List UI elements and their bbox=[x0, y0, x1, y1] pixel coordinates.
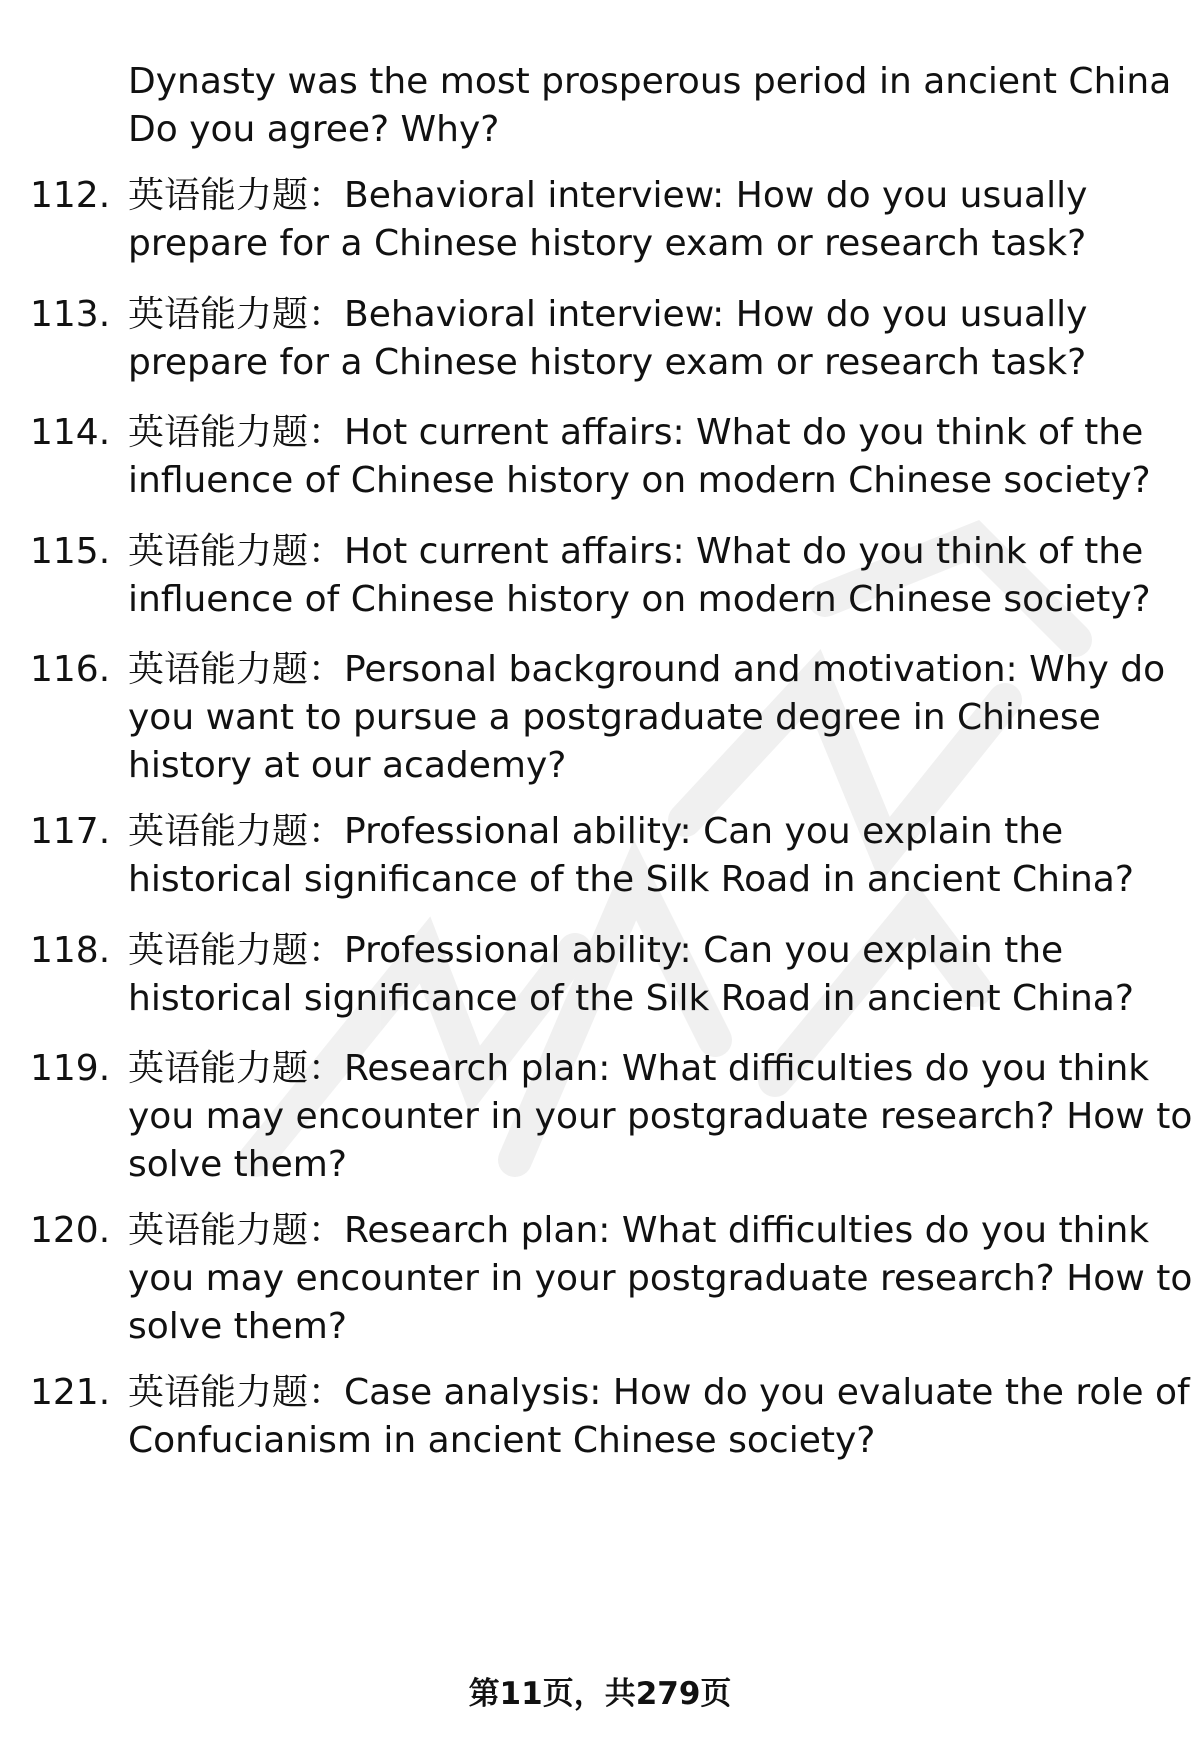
question-line: 英语能力题：Professional ability: Can you explain the bbox=[128, 930, 1064, 971]
question-line: you want to pursue a postgraduate degree in Chinese bbox=[128, 697, 1101, 738]
question-number: 121. bbox=[30, 1372, 111, 1413]
question-text bbox=[128, 646, 1168, 790]
question-line: influence of Chinese history on modern Chinese society? bbox=[128, 460, 1151, 501]
question-line: 英语能力题：Behavioral interview: How do you usually bbox=[128, 294, 1088, 335]
question-line: solve them? bbox=[128, 1144, 347, 1185]
question-line: historical significance of the Silk Road in ancient China? bbox=[128, 978, 1134, 1019]
question-text bbox=[128, 1045, 1193, 1189]
page-footer: 第11页，共279页 bbox=[468, 1676, 732, 1712]
question-text bbox=[128, 291, 1168, 387]
question-text bbox=[128, 1369, 1190, 1465]
question-number: 118. bbox=[30, 930, 111, 971]
question-line: prepare for a Chinese history exam or research task? bbox=[128, 342, 1087, 383]
question-text bbox=[128, 1207, 1193, 1351]
question-text bbox=[128, 927, 1168, 1023]
question-line: 英语能力题：Hot current affairs: What do you think of the bbox=[128, 531, 1144, 572]
question-line: 英语能力题：Behavioral interview: How do you usually bbox=[128, 175, 1088, 216]
question-text bbox=[128, 172, 1168, 268]
question-line: solve them? bbox=[128, 1306, 347, 1347]
question-line: 英语能力题：Research plan: What difficulties do you think bbox=[128, 1210, 1150, 1251]
continuation-line-1: Dynasty was the most prosperous period in ancient China bbox=[128, 61, 1172, 102]
question-number: 117. bbox=[30, 811, 111, 852]
question-line: influence of Chinese history on modern Chinese society? bbox=[128, 579, 1151, 620]
question-line: history at our academy? bbox=[128, 745, 567, 786]
question-text bbox=[128, 409, 1168, 505]
question-line: historical significance of the Silk Road in ancient China? bbox=[128, 859, 1134, 900]
question-number: 119. bbox=[30, 1048, 111, 1089]
question-line: 英语能力题：Case analysis: How do you evaluate the role of bbox=[128, 1372, 1190, 1413]
question-number: 116. bbox=[30, 649, 111, 690]
question-number: 120. bbox=[30, 1210, 111, 1251]
question-line: 英语能力题：Professional ability: Can you explain the bbox=[128, 811, 1064, 852]
question-text bbox=[128, 808, 1168, 904]
question-line: Confucianism in ancient Chinese society? bbox=[128, 1420, 876, 1461]
question-line: 英语能力题：Personal background and motivation: Why do bbox=[128, 649, 1166, 690]
question-line: 英语能力题：Hot current affairs: What do you think of the bbox=[128, 412, 1144, 453]
question-line: 英语能力题：Research plan: What difficulties do you think bbox=[128, 1048, 1150, 1089]
question-line: prepare for a Chinese history exam or research task? bbox=[128, 223, 1087, 264]
question-text bbox=[128, 528, 1168, 624]
question-line: you may encounter in your postgraduate research? How to bbox=[128, 1258, 1193, 1299]
question-number: 114. bbox=[30, 412, 111, 453]
question-line: you may encounter in your postgraduate research? How to bbox=[128, 1096, 1193, 1137]
question-number: 112. bbox=[30, 175, 111, 216]
continuation-text bbox=[128, 58, 1172, 154]
question-number: 115. bbox=[30, 531, 111, 572]
continuation-line-2: Do you agree? Why? bbox=[128, 109, 500, 150]
question-number: 113. bbox=[30, 294, 111, 335]
